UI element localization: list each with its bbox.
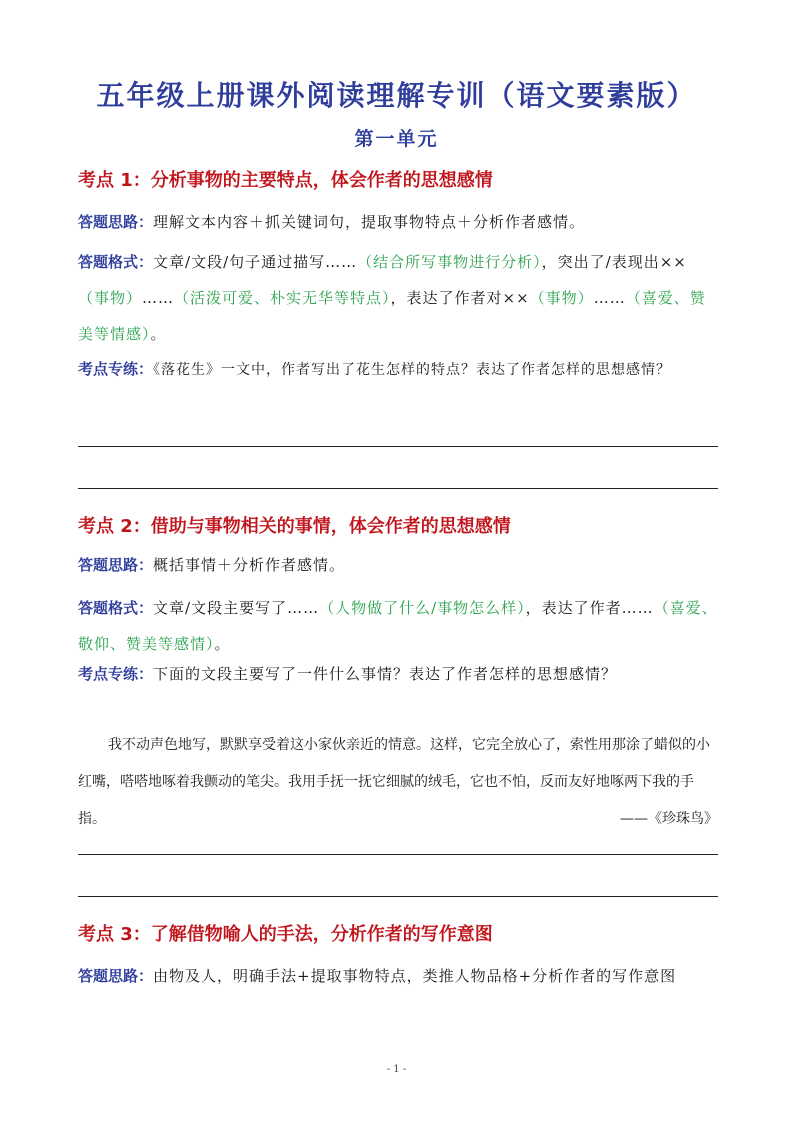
practice-label: 考点专练： [78,360,154,378]
answer-line[interactable] [78,488,718,489]
practice-label: 考点专练： [78,665,154,683]
point-1-format: 答题格式：文章/文段/句子通过描写……（结合所写事物进行分析），突出了/表现出××（事物）……（活泼可爱、朴实无华等特点），表达了作者对××（事物）……（喜爱、赞美等情感）。 [78,253,706,343]
page-title: 五年级上册课外阅读理解专训（语文要素版） [96,79,697,112]
point-1-approach [78,204,718,240]
practice-question: 下面的文段主要写了一件什么事情？表达了作者怎样的思想感情？ [153,665,618,683]
approach-text: 理解文本内容＋抓关键词句，提取事物特点＋分析作者感情。 [153,213,586,231]
approach-text: 概括事情＋分析作者感情。 [153,556,346,574]
point-1-practice [78,350,718,389]
passage-source: ——《珍珠鸟》 [620,811,718,827]
page-number: - 1 - [386,1064,407,1075]
format-label: 答题格式： [78,253,154,271]
answer-line[interactable] [78,896,718,897]
point-2-approach [78,547,718,583]
point-1-heading: 考点 1：分析事物的主要特点，体会作者的思想感情 [78,170,493,191]
point-2-practice [78,658,718,690]
reading-passage [78,727,718,838]
approach-label: 答题思路： [78,213,154,231]
passage-text: 我不动声色地写，默默享受着这小家伙亲近的情意。这样，它完全放心了，索性用那涂了蜡似的小红嘴，嗒嗒地啄着我颤动的笔尖。我用手抚一抚它细腻的绒毛，它也不怕，反而友好地啄两下我的手指。 [78,737,710,827]
approach-text: 由物及人，明确手法+提取事物特点，类推人物品格+分析作者的写作意图 [153,967,677,985]
practice-question: 《落花生》一文中，作者写出了花生怎样的特点？表达了作者怎样的思想感情？ [153,362,672,378]
point-3-heading: 考点 3：了解借物喻人的手法，分析作者的写作意图 [78,924,493,945]
point-2-format: 答题格式：文章/文段主要写了……（人物做了什么/事物怎么样），表达了作者……（喜爱、敬仰、赞美等感情）。 [78,599,718,653]
point-2-heading: 考点 2：借助与事物相关的事情，体会作者的思想感情 [78,516,511,537]
approach-label: 答题思路： [78,967,154,985]
answer-line[interactable] [78,854,718,855]
approach-label: 答题思路： [78,556,154,574]
answer-line[interactable] [78,446,718,447]
format-label: 答题格式： [78,599,154,617]
point-3-approach [78,956,718,996]
unit-title: 第一单元 [354,128,439,150]
